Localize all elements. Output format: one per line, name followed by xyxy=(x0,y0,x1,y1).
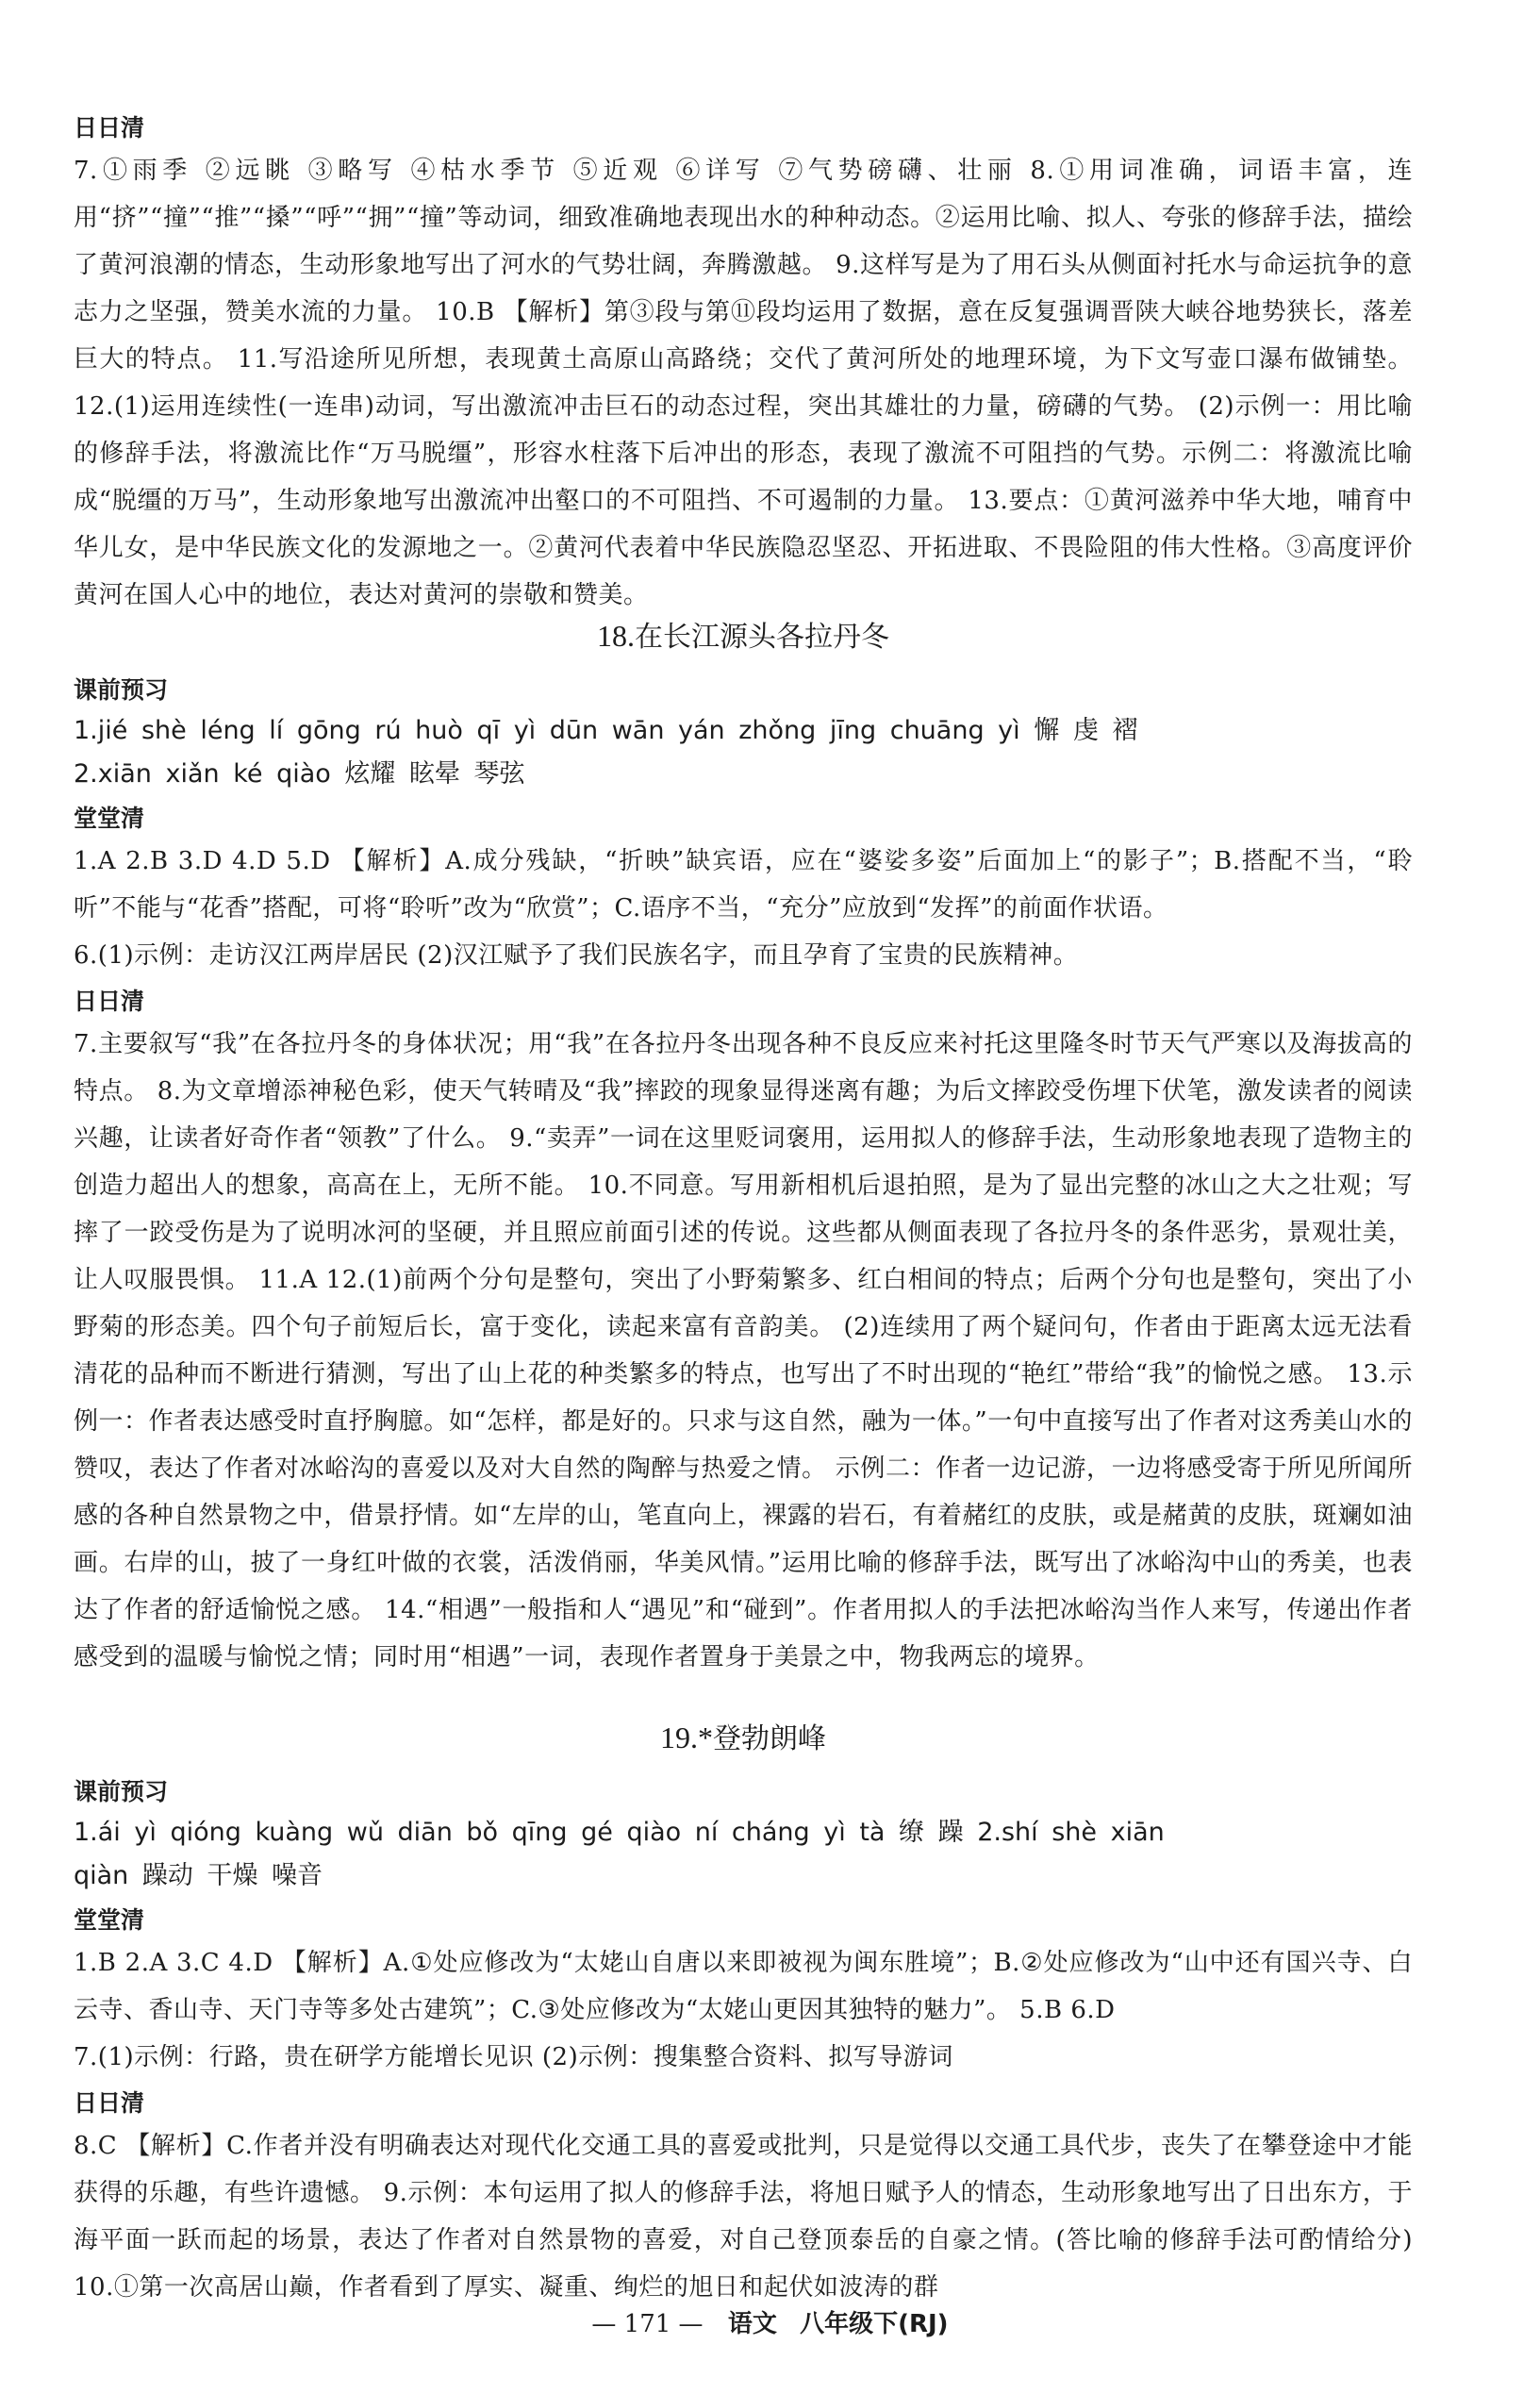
grade-label: 八年级下(RJ) xyxy=(800,2310,949,2338)
page-footer xyxy=(0,2307,1540,2341)
lesson-title xyxy=(74,1707,1413,1770)
pinyin-line: 2.xiān xiǎn ké qiào 炫耀 眩晕 琴弦 xyxy=(74,759,525,789)
section-label: 日日清 xyxy=(74,2089,145,2117)
section-label: 日日清 xyxy=(74,988,145,1015)
lesson-title xyxy=(74,606,1413,668)
answer-paragraph: 7.①雨季 ②远眺 ③略写 ④枯水季节 ⑤近观 ⑥详写 ⑦气势磅礴、壮丽 8.①用词准确，词语丰富，连用“挤”“撞”“推”“搡”“呼”“拥”“撞”等动词，细致准确地表现出水的种种动态。②运用比喻、拟人、夸张的修辞手法，描绘了黄河浪潮的情态，生动形象地写出了河水的气势壮阔，奔腾激越。 9.这样写是为了用石头从侧面衬托水与命运抗争的意志力之坚强，赞美水流的力量。 10.B 【解析】第③段与第⑪段均运用了数据，意在反复强调晋陕大峡谷地势狭长，落差巨大的特点。 11.写沿途所见所想，表现黄土高原山高路绕；交代了黄河所处的地理环境，为下文写壶口瀑布做铺垫。 12.(1)运用连续性(一连串)动词，写出激流冲击巨石的动态过程，突出其雄壮的力量，磅礴的气势。 (2)示例一：用比喻的修辞手法，将激流比作“万马脱缰”，形容水柱落下后冲出的形态，表现了激流不可阻挡的气势。示例二：将激流比喻成“脱缰的万马”，生动形象地写出激流冲出壑口的不可阻挡、不可遏制的力量。 13.要点：①黄河滋养中华大地，哺育中华儿女，是中华民族文化的发源地之一。②黄河代表着中华民族隐忍坚忍、开拓进取、不畏险阻的伟大性格。③高度评价黄河在国人心中的地位，表达对黄河的崇敬和赞美。 xyxy=(74,157,1413,609)
pinyin-line: qiàn 躁动 干燥 噪音 xyxy=(74,1861,323,1890)
section-label: 堂堂清 xyxy=(74,1906,145,1934)
page-number: — 171 — xyxy=(591,2310,704,2338)
answer-paragraph: 7.主要叙写“我”在各拉丹冬的身体状况；用“我”在各拉丹冬出现各种不良反应来衬托这里隆冬时节天气严寒以及海拔高的特点。 8.为文章增添神秘色彩，使天气转晴及“我”摔跤的现象显得迷离有趣；为后文摔跤受伤埋下伏笔，激发读者的阅读兴趣，让读者好奇作者“领教”了什么。 9.“卖弄”一词在这里贬词褒用，运用拟人的修辞手法，生动形象地表现了造物主的创造力超出人的想象，高高在上，无所不能。 10.不同意。写用新相机后退拍照，是为了显出完整的冰山之大之壮观；写摔了一跤受伤是为了说明冰河的坚硬，并且照应前面引述的传说。这些都从侧面表现了各拉丹冬的条件恶劣，景观壮美，让人叹服畏惧。 11.A 12.(1)前两个分句是整句，突出了小野菊繁多、红白相间的特点；后两个分句也是整句，突出了小野菊的形态美。四个句子前短后长，富于变化，读起来富有音韵美。 (2)连续用了两个疑问句，作者由于距离太远无法看清花的品种而不断进行猜测，写出了山上花的种类繁多的特点，也写出了不时出现的“艳红”带给“我”的愉悦之感。 13.示例一：作者表达感受时直抒胸臆。如“怎样，都是好的。只求与这自然，融为一体。”一句中直接写出了作者对这秀美山水的赞叹，表达了作者对冰峪沟的喜爱以及对大自然的陶醉与热爱之情。 示例二：作者一边记游，一边将感受寄于所见所闻所感的各种自然景物之中，借景抒情。如“左岸的山，笔直向上，裸露的岩石，有着赭红的皮肤，或是赭黄的皮肤，斑斓如油画。右岸的山，披了一身红叶做的衣裳，活泼俏丽，华美风情。”运用比喻的修辞手法，既写出了冰峪沟中山的秀美，也表达了作者的舒适愉悦之感。 14.“相遇”一般指和人“遇见”和“碰到”。作者用拟人的手法把冰峪沟当作人来写，传递出作者感受到的温暖与愉悦之情；同时用“相遇”一词，表现作者置身于美景之中，物我两忘的境界。 xyxy=(74,1030,1413,1671)
section-label: 课前预习 xyxy=(74,676,169,704)
section-label: 日日清 xyxy=(74,114,145,141)
answer-paragraph: 1.B 2.A 3.C 4.D 【解析】A.①处应修改为“太姥山自唐以来即被视为闽东胜境”；B.②处应修改为“山中还有国兴寺、白云寺、香山寺、天门寺等多处古建筑”；C.③处应修改为“太姥山更因其独特的魅力”。 5.B 6.D xyxy=(74,1949,1413,2024)
lesson-number: 18. xyxy=(597,619,635,653)
section-daily-review xyxy=(74,106,1413,619)
section-label: 课前预习 xyxy=(74,1778,169,1805)
answer-paragraph: 8.C 【解析】C.作者并没有明确表达对现代化交通工具的喜爱或批判，只是觉得以交通工具代步，丧失了在攀登途中才能获得的乐趣，有些许遗憾。 9.示例：本句运用了拟人的修辞手法，将旭日赋予人的情态，生动形象地写出了日出东方，于海平面一跃而起的场景，表达了作者对自然景物的喜爱，对自己登顶泰岳的自豪之情。(答比喻的修辞手法可酌情给分) 10.①第一次高居山巅，作者看到了厚实、凝重、绚烂的旭日和起伏如波涛的群 xyxy=(74,2132,1413,2302)
lesson-name: 登勃朗峰 xyxy=(713,1722,826,1755)
section-label: 堂堂清 xyxy=(74,805,145,832)
lesson-18 xyxy=(74,604,1413,1681)
pinyin-line: 1.jié shè léng lí gōng rú huò qī yì dūn wān yán zhǒng jīng chuāng yì 懈 虔 褶 xyxy=(74,716,1138,745)
answer-paragraph: 7.(1)示例：行路，贵在研学方能增长见识 (2)示例：搜集整合资料、拟写导游词 xyxy=(74,2043,953,2071)
lesson-19 xyxy=(74,1705,1413,2311)
subject: 语文 xyxy=(727,2310,777,2338)
answer-paragraph: 1.A 2.B 3.D 4.D 5.D 【解析】A.成分残缺，“折映”缺宾语，应在“婆娑多姿”后面加上“的影子”；B.搭配不当，“聆听”不能与“花香”搭配，可将“聆听”改为“欣赏”；C.语序不当，“充分”应放到“发挥”的前面作状语。 xyxy=(74,847,1413,923)
lesson-number: 19.* xyxy=(660,1721,713,1754)
lesson-name: 在长江源头各拉丹冬 xyxy=(635,621,889,654)
answer-paragraph: 6.(1)示例：走访汉江两岸居民 (2)汉江赋予了我们民族名字，而且孕育了宝贵的民族精神。 xyxy=(74,941,1079,970)
pinyin-line: 1.ái yì qióng kuàng wǔ diān bǒ qīng gé qiào ní cháng yì tà 缭 躁 2.shí shè xiān xyxy=(74,1818,1165,1847)
